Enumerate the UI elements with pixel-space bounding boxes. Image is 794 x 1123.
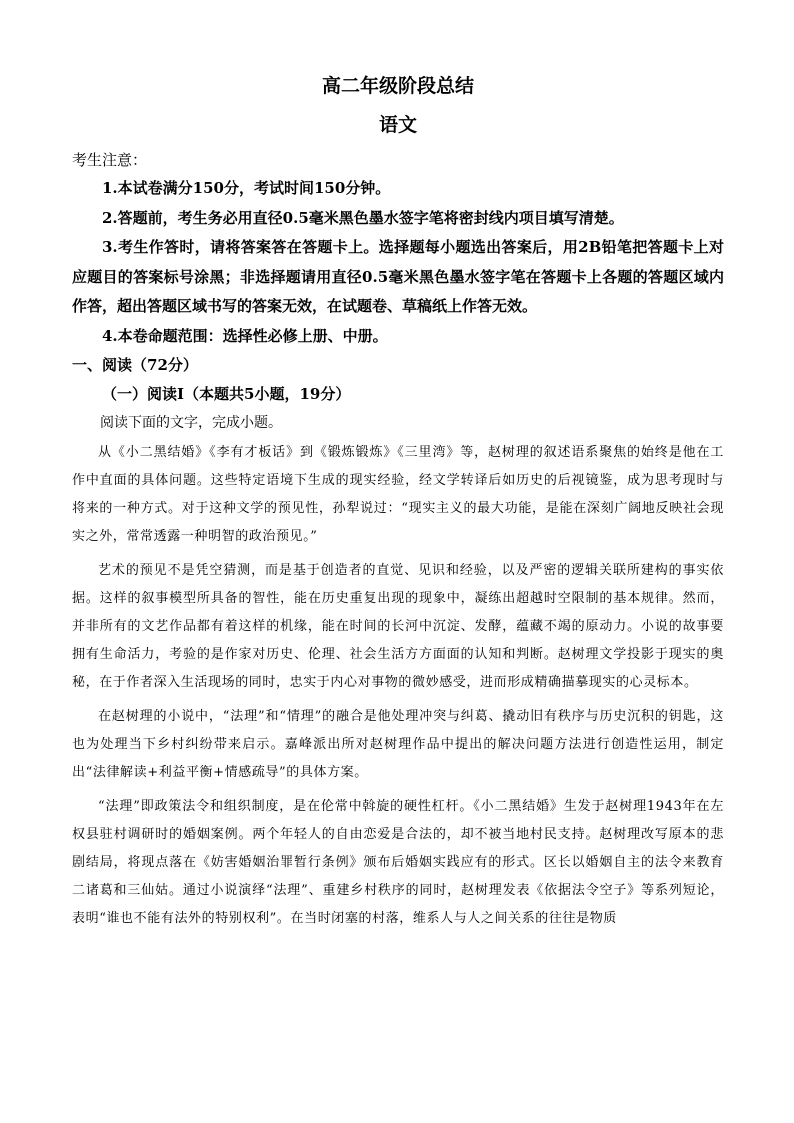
- subject-title: 语文: [378, 114, 417, 136]
- notice-item: 2.答题前，考生务必用直径0.5毫米黑色墨水签字笔将密封线内项目填写清楚。: [102, 208, 624, 227]
- page-title: 高二年级阶段总结: [321, 75, 474, 97]
- reading-paragraph: 艺术的预见不是凭空猜测，而是基于创造者的直觉、见识和经验，以及严密的逻辑关联所建构的事实依据。这样的叙事模型所具备的智性，能在历史重复出现的现象中，凝练出超越时空限制的基本规律。然而，并非所有的文艺作品都有着这样的机缘，能在时间的长河中沉淀、发酵，蕴藏不竭的原动力。小说的故事要拥有生命活力，考验的是作家对历史、伦理、社会生活方方面面的认知和判断。赵树理文学投影于现实的奥秘，在于作者深入生活现场的同时，忠实于内心对事物的微妙感受，进而形成精确描摹现实的心灵标本。: [72, 563, 724, 690]
- reading-instruction: 阅读下面的文字，完成小题。: [100, 415, 282, 431]
- notice-item: 4.本卷命题范围：选择性必修上册、中册。: [102, 326, 388, 345]
- notice-item: 1.本试卷满分150分，考试时间150分钟。: [102, 179, 391, 197]
- reading-paragraph: 在赵树理的小说中，“法理”和“情理”的融合是他处理冲突与纠葛、撬动旧有秩序与历史沉积的钥匙，这也为处理当下乡村纠纷带来启示。嘉峰派出所对赵树理作品中提出的解决问题方法进行创造性运用，制定出“法律解读+利益平衡+情感疏导”的具体方案。: [72, 709, 724, 780]
- subsection-heading: （一）阅读Ⅰ（本题共5小题，19分）: [102, 385, 351, 403]
- notice-heading: 考生注意：: [72, 151, 148, 169]
- notice-item: 3.考生作答时，请将答案答在答题卡上。选择题每小题选出答案后，用2B铅笔把答题卡上对应题目的答案标号涂黑；非选择题请用直径0.5毫米黑色墨水签字笔在答题卡上各题的答题区域内作答，超出答题区域书写的答案无效，在试题卷、草稿纸上作答无效。: [72, 238, 724, 315]
- section-heading: 一、阅读（72分）: [72, 356, 198, 374]
- reading-paragraph: “法理”即政策法令和组织制度，是在伦常中斡旋的硬性杠杆。《小二黑结婚》生发于赵树理1943年在左权县驻村调研时的婚姻案例。两个年轻人的自由恋爱是合法的，却不被当地村民支持。赵树理改写原本的悲剧结局，将现点落在《妨害婚姻治罪暂行条例》颁布后婚姻实践应有的形式。区长以婚姻自主的法令来教育二诸葛和三仙姑。通过小说演绎“法理”、重建乡村秩序的同时，赵树理发表《依据法令空子》等系列短论，表明“谁也不能有法外的特别权利”。在当时闭塞的村落，维系人与人之间关系的往往是物质: [72, 799, 724, 926]
- reading-paragraph: 从《小二黑结婚》《李有才板话》到《锻炼锻炼》《三里湾》等，赵树理的叙述语系聚焦的始终是他在工作中直面的具体问题。这些特定语境下生成的现实经验，经文学转译后如历史的后视镜鉴，成为思考现时与将来的一种方式。对于这种文学的预见性，孙犁说过：“现实主义的最大功能，是能在深刻广阔地反映社会现实之外，常常透露一种明智的政治预见。”: [72, 445, 724, 544]
